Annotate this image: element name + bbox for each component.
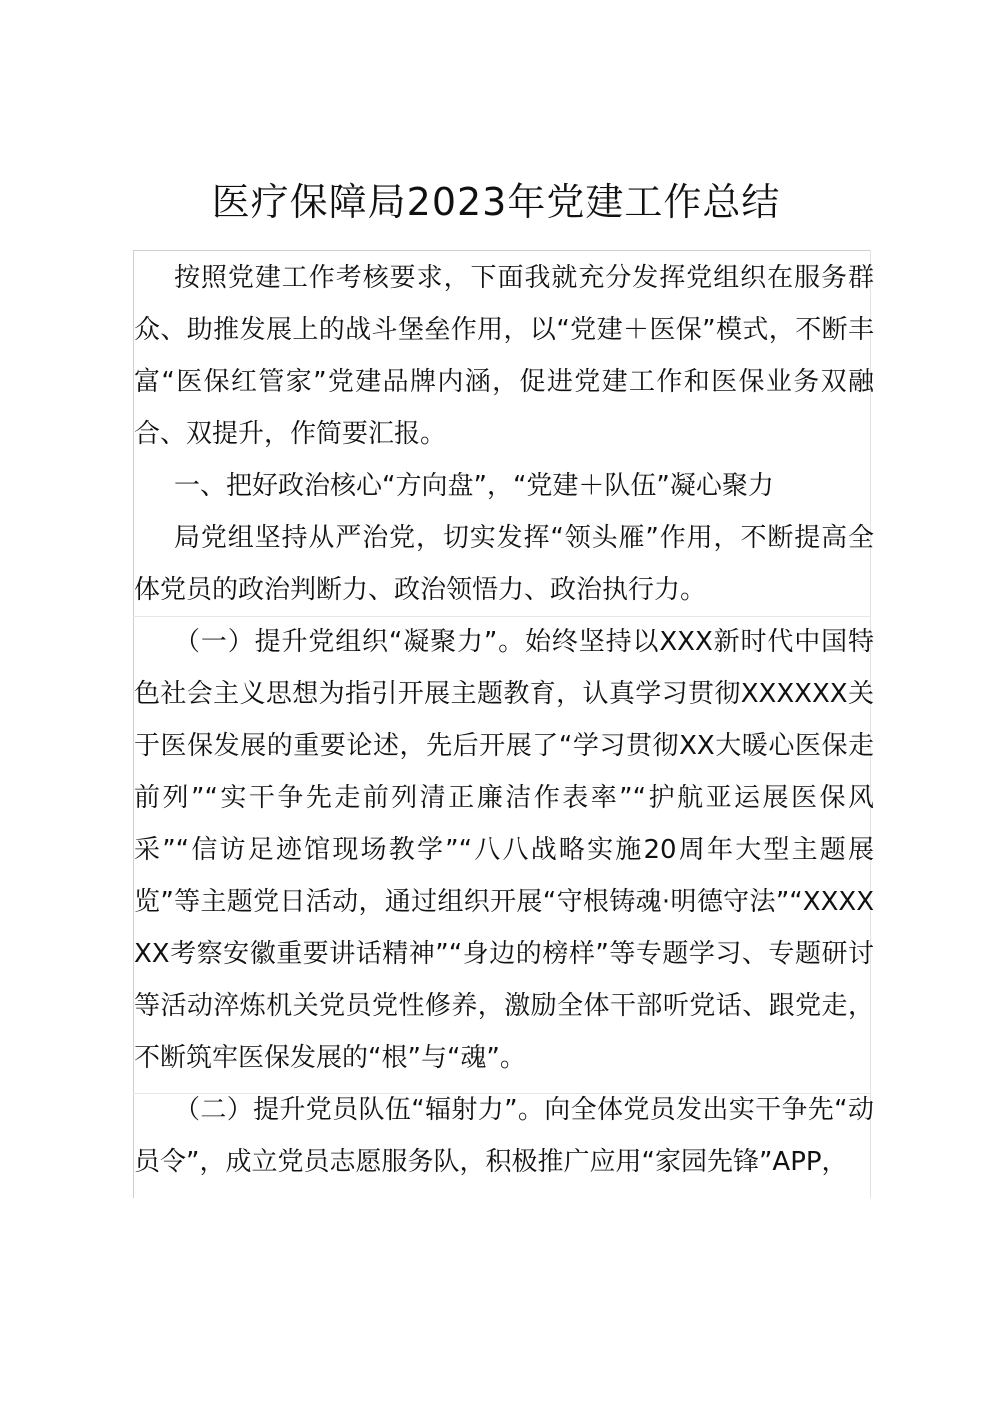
document-body xyxy=(134,252,874,1188)
document-title: 医疗保障局2023年党建工作总结 xyxy=(211,180,781,224)
section-heading: 一、把好政治核心“方向盘”，“党建＋队伍”凝心聚力 xyxy=(174,471,774,501)
subsection-paragraph-1: （一）提升党组织“凝聚力”。始终坚持以XXX新时代中国特色社会主义思想为指引开展主题教育，认真学习贯彻XXXXXX关于医保发展的重要论述，先后开展了“学习贯彻XX大暖心医保走前列”“实干争先走前列清正廉洁作表率”“护航亚运展医保风采”“信访足迹馆现场教学”“八八战略实施20周年大型主题展览”等主题党日活动，通过组织开展“守根铸魂·明德守法”“XXXXXX考察安徽重要讲话精神”“身边的榜样”等专题学习、专题研讨等活动淬炼机关党员党性修养，激励全体干部听党话、跟党走，不断筑牢医保发展的“根”与“魂”。 xyxy=(134,627,874,1073)
intro-paragraph: 按照党建工作考核要求，下面我就充分发挥党组织在服务群众、助推发展上的战斗堡垒作用，以“党建＋医保”模式，不断丰富“医保红管家”党建品牌内涵，促进党建工作和医保业务双融合、双提升，作简要汇报。 xyxy=(134,263,874,449)
section-paragraph: 局党组坚持从严治党，切实发挥“领头雁”作用，不断提高全体党员的政治判断力、政治领悟力、政治执行力。 xyxy=(134,523,874,605)
page-frame-top xyxy=(133,250,871,251)
subsection-paragraph-2: （二）提升党员队伍“辐射力”。向全体党员发出实干争先“动员令”，成立党员志愿服务队，积极推广应用“家园先锋”APP， xyxy=(134,1095,874,1177)
